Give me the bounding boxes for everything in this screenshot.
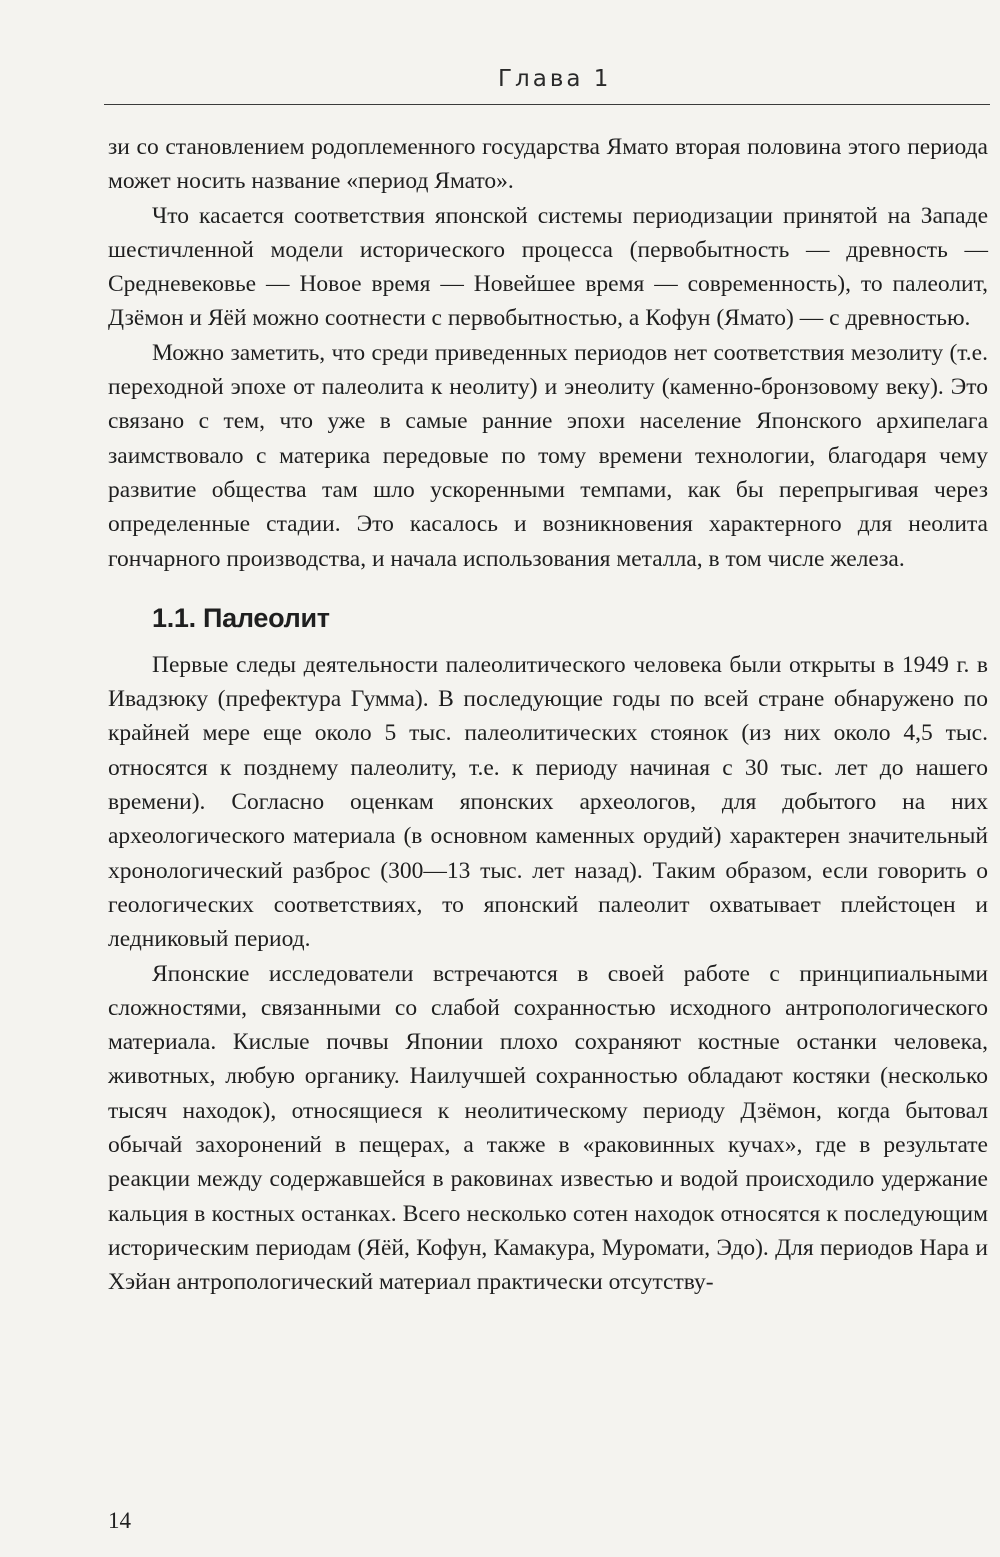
page-number: 14: [108, 1508, 131, 1533]
paragraph: Можно заметить, что среди приведенных периодов нет соответствия мезолиту (т.е. переходной эпохе от палеолита к неолиту) и энеолиту (каменно-бронзовому веку). Это связано с тем, что уже в самые ранние эпохи население Японского архипелага заимствовало с материка передовые по тому времени технологии, благодаря чему развитие общества там шло ускоренными темпами, как бы перепрыгивая через определенные стадии. Это касалось и возникновения характерного для неолита гончарного производства, и начала использования металла, в том числе железа.: [108, 339, 988, 572]
paragraph-continuation: зи со становлением родоплеменного государства Ямато вторая половина этого периода может носить название «период Ямато».: [108, 134, 988, 195]
running-head: Глава 1: [498, 66, 612, 92]
paragraph: Японские исследователи встречаются в своей работе с принципиальными сложностями, связанными со слабой сохранностью исходного антропологического материала. Кислые почвы Японии плохо сохраняют костные останки человека, животных, любую органику. Наилучшей сохранностью обладают костяки (несколько тысяч находок), относящиеся к неолитическому периоду Дзёмон, когда бытовал обычай захоронений в пещерах, а также в «раковинных кучах», где в результате реакции между содержавшейся в раковинах известью и водой происходило удержание кальция в костных останках. Всего несколько сотен находок относятся к последующим историческим периодам (Яёй, Кофун, Камакура, Муромати, Эдо). Для периодов Нара и Хэйан антропологический материал практически отсутству-: [108, 960, 988, 1296]
body-text: [108, 130, 988, 1300]
section-heading: 1.1. Палеолит: [152, 602, 330, 633]
header-rule: [104, 104, 990, 105]
paragraph: Что касается соответствия японской системы периодизации принятой на Западе шестичленной модели исторического процесса (первобытность — древность — Средневековье — Новое время — Новейшее время — современность), то палеолит, Дзёмон и Яёй можно соотнести с первобытностью, а Кофун (Ямато) — с древностью.: [108, 202, 988, 332]
paragraph: Первые следы деятельности палеолитического человека были открыты в 1949 г. в Ивадзюку (префектура Гумма). В последующие годы по всей стране обнаружено по крайней мере еще около 5 тыс. палеолитических стоянок (из них около 4,5 тыс. относятся к позднему палеолиту, т.е. к периоду начиная с 30 тыс. лет до нашего времени). Согласно оценкам японских археологов, для добытого на них археологического материала (в основном каменных орудий) характерен значительный хронологический разброс (300—13 тыс. лет назад). Таким образом, если говорить о геологических соответствиях, то японский палеолит охватывает плейстоцен и ледниковый период.: [108, 651, 988, 953]
